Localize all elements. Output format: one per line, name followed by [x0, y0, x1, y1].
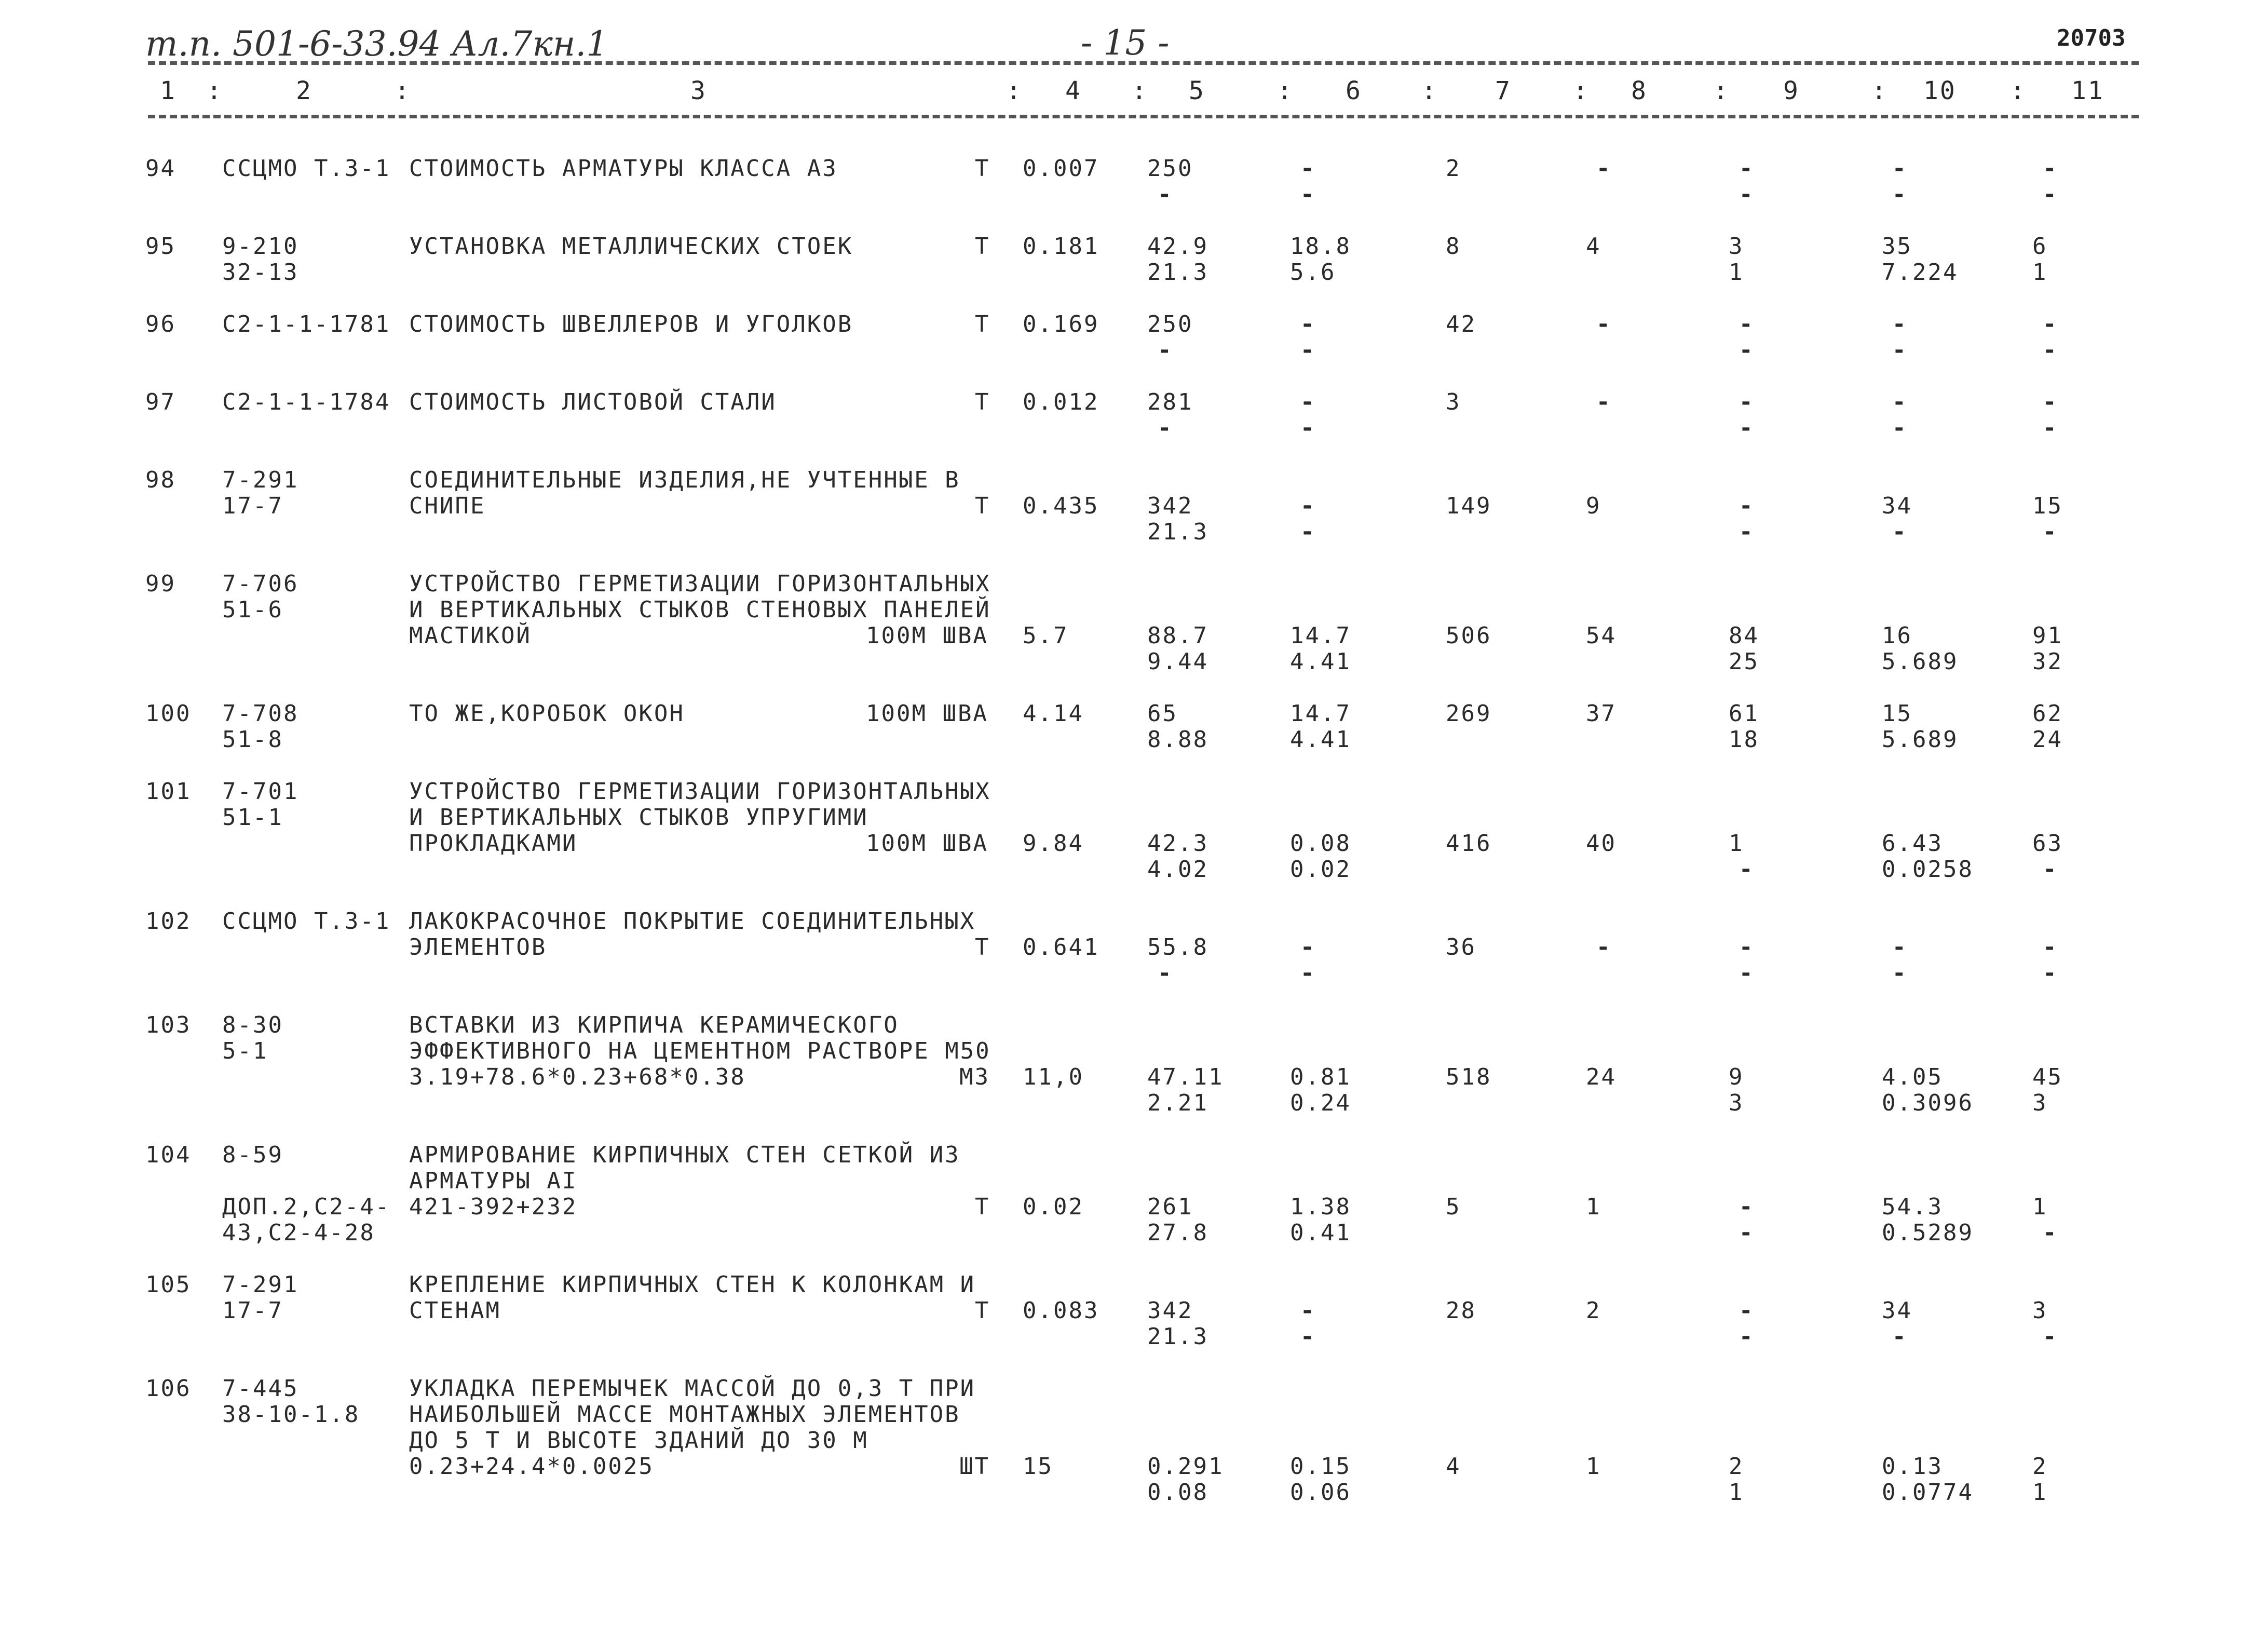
- cost-value-c9: -: [1739, 934, 1755, 960]
- cost-value-c6: -: [1300, 415, 1316, 441]
- quantity: 0.007: [1023, 155, 1099, 182]
- cost-value-c9: 61: [1729, 700, 1759, 727]
- cost-value-c11: -: [2043, 415, 2058, 441]
- cost-value-c6: -: [1300, 934, 1316, 960]
- cost-value-c10: 5.689: [1882, 648, 1959, 675]
- unit-of-measure: Т: [975, 389, 990, 415]
- cost-value-c9: -: [1739, 960, 1755, 986]
- cost-value-c9: 25: [1729, 648, 1759, 675]
- norm-code: С2-1-1-1781: [222, 311, 391, 337]
- cost-value-c9: -: [1739, 181, 1755, 208]
- cost-value-c6: 1.38: [1290, 1194, 1351, 1220]
- unit-of-measure: Т: [975, 493, 990, 519]
- column-separator: :: [2010, 76, 2027, 105]
- cost-value-c11: 15: [2032, 493, 2063, 519]
- cost-value-c9: -: [1739, 519, 1755, 545]
- quantity: 4.14: [1023, 700, 1084, 727]
- cost-value-c11: -: [2043, 1323, 2058, 1350]
- work-description: СТОИМОСТЬ ЛИСТОВОЙ СТАЛИ: [409, 389, 777, 415]
- cost-value-c8: 1: [1586, 1194, 1601, 1220]
- column-separator: :: [1421, 76, 1438, 105]
- norm-code: 32-13: [222, 259, 299, 286]
- cost-value-c10: -: [1892, 415, 1908, 441]
- cost-value-c7: 28: [1446, 1297, 1476, 1324]
- cost-value-c5: 21.3: [1147, 259, 1208, 286]
- quantity: 0.083: [1023, 1297, 1099, 1324]
- cost-value-c5: 342: [1147, 493, 1193, 519]
- column-header-5: 5: [1189, 76, 1205, 105]
- column-separator: :: [1006, 76, 1023, 105]
- cost-value-c5: 2.21: [1147, 1090, 1208, 1116]
- row-number: 100: [145, 700, 192, 727]
- column-header-3: 3: [690, 76, 707, 105]
- work-description: ВСТАВКИ ИЗ КИРПИЧА КЕРАМИЧЕСКОГО: [409, 1012, 899, 1038]
- column-header-10: 10: [1923, 76, 1957, 105]
- unit-of-measure: ШТ: [959, 1453, 990, 1480]
- cost-value-c5: -: [1158, 337, 1173, 363]
- cost-value-c5: 9.44: [1147, 648, 1208, 675]
- cost-value-c7: 518: [1446, 1064, 1492, 1090]
- cost-value-c9: -: [1739, 155, 1755, 182]
- cost-value-c5: 55.8: [1147, 934, 1208, 960]
- row-number: 105: [145, 1271, 192, 1298]
- work-description: ЛАКОКРАСОЧНОЕ ПОКРЫТИЕ СОЕДИНИТЕЛЬНЫХ: [409, 908, 976, 935]
- cost-value-c11: 3: [2032, 1297, 2048, 1324]
- cost-value-c8: 54: [1586, 622, 1617, 649]
- cost-value-c5: -: [1158, 181, 1173, 208]
- work-description: УСТРОЙСТВО ГЕРМЕТИЗАЦИИ ГОРИЗОНТАЛЬНЫХ: [409, 778, 991, 805]
- cost-value-c6: -: [1300, 311, 1316, 337]
- work-description: СТЕНАМ: [409, 1297, 501, 1324]
- cost-value-c5: 42.3: [1147, 830, 1208, 857]
- cost-value-c5: 42.9: [1147, 233, 1208, 260]
- row-number: 102: [145, 908, 192, 935]
- unit-of-measure: Т: [975, 311, 990, 337]
- cost-value-c9: -: [1739, 389, 1755, 415]
- cost-value-c5: 27.8: [1147, 1220, 1208, 1246]
- cost-value-c8: 1: [1586, 1453, 1601, 1480]
- quantity: 9.84: [1023, 830, 1084, 857]
- work-description: АРМИРОВАНИЕ КИРПИЧНЫХ СТЕН СЕТКОЙ ИЗ: [409, 1142, 960, 1168]
- cost-value-c11: 6: [2032, 233, 2048, 260]
- cost-value-c5: 250: [1147, 311, 1193, 337]
- sheet-code: 20703: [2057, 25, 2126, 51]
- cost-value-c5: 8.88: [1147, 726, 1208, 753]
- work-description: ДО 5 Т И ВЫСОТЕ ЗДАНИЙ ДО 30 М: [409, 1427, 868, 1454]
- cost-value-c8: 4: [1586, 233, 1601, 260]
- cost-value-c10: 16: [1882, 622, 1912, 649]
- unit-of-measure: Т: [975, 155, 990, 182]
- unit-of-measure: Т: [975, 233, 990, 260]
- cost-value-c6: 0.15: [1290, 1453, 1351, 1480]
- column-separator: :: [1573, 76, 1590, 105]
- cost-value-c9: -: [1739, 1323, 1755, 1350]
- work-description: ЭФФЕКТИВНОГО НА ЦЕМЕНТНОМ РАСТВОРЕ М50: [409, 1038, 991, 1064]
- cost-value-c9: -: [1739, 415, 1755, 441]
- row-number: 98: [145, 467, 176, 493]
- column-header-7: 7: [1495, 76, 1512, 105]
- work-description: 3.19+78.6*0.23+68*0.38: [409, 1064, 746, 1090]
- cost-value-c6: -: [1300, 519, 1316, 545]
- cost-value-c6: 14.7: [1290, 700, 1351, 727]
- cost-value-c8: -: [1596, 311, 1612, 337]
- cost-value-c10: 15: [1882, 700, 1912, 727]
- cost-value-c6: 4.41: [1290, 648, 1351, 675]
- cost-value-c11: 62: [2032, 700, 2063, 727]
- quantity: 0.181: [1023, 233, 1099, 260]
- cost-value-c6: -: [1300, 1297, 1316, 1324]
- quantity: 0.169: [1023, 311, 1099, 337]
- work-description: 421-392+232: [409, 1194, 578, 1220]
- cost-value-c9: -: [1739, 493, 1755, 519]
- cost-value-c8: 37: [1586, 700, 1617, 727]
- cost-value-c10: 0.3096: [1882, 1090, 1974, 1116]
- norm-code: 7-701: [222, 778, 299, 805]
- cost-value-c5: 0.08: [1147, 1479, 1208, 1506]
- cost-value-c11: 45: [2032, 1064, 2063, 1090]
- cost-value-c6: -: [1300, 155, 1316, 182]
- norm-code: 17-7: [222, 493, 283, 519]
- cost-value-c7: 36: [1446, 934, 1476, 960]
- cost-value-c11: 1: [2032, 1479, 2048, 1506]
- norm-code: 7-706: [222, 571, 299, 597]
- cost-value-c6: 18.8: [1290, 233, 1351, 260]
- cost-value-c11: 1: [2032, 1194, 2048, 1220]
- quantity: 5.7: [1023, 622, 1069, 649]
- unit-of-measure: Т: [975, 934, 990, 960]
- norm-code: ССЦМО Т.3-1: [222, 908, 391, 935]
- norm-code: 9-210: [222, 233, 299, 260]
- cost-value-c9: -: [1739, 337, 1755, 363]
- cost-value-c7: 416: [1446, 830, 1492, 857]
- cost-value-c10: 34: [1882, 1297, 1912, 1324]
- cost-value-c9: 3: [1729, 1090, 1744, 1116]
- column-header-6: 6: [1346, 76, 1362, 105]
- column-separator: :: [1277, 76, 1294, 105]
- cost-value-c5: 47.11: [1147, 1064, 1224, 1090]
- norm-code: 7-291: [222, 467, 299, 493]
- cost-value-c6: -: [1300, 960, 1316, 986]
- work-description: ТО ЖЕ,КОРОБОК ОКОН: [409, 700, 685, 727]
- unit-of-measure: Т: [975, 1297, 990, 1324]
- quantity: 0.012: [1023, 389, 1099, 415]
- work-description: 0.23+24.4*0.0025: [409, 1453, 654, 1480]
- row-number: 103: [145, 1012, 192, 1038]
- cost-value-c5: 281: [1147, 389, 1193, 415]
- cost-value-c11: -: [2043, 960, 2058, 986]
- cost-value-c6: -: [1300, 337, 1316, 363]
- column-separator: :: [1132, 76, 1148, 105]
- column-header-11: 11: [2071, 76, 2104, 105]
- cost-value-c9: 84: [1729, 622, 1759, 649]
- cost-value-c10: -: [1892, 934, 1908, 960]
- header-bottom-rule: [148, 115, 2139, 118]
- work-description: СТОИМОСТЬ ШВЕЛЛЕРОВ И УГОЛКОВ: [409, 311, 853, 337]
- cost-value-c8: 24: [1586, 1064, 1617, 1090]
- norm-code: 43,С2-4-28: [222, 1220, 375, 1246]
- column-header-4: 4: [1065, 76, 1082, 105]
- work-description: И ВЕРТИКАЛЬНЫХ СТЫКОВ СТЕНОВЫХ ПАНЕЛЕЙ: [409, 597, 991, 623]
- row-number: 99: [145, 571, 176, 597]
- norm-code: 38-10-1.8: [222, 1401, 360, 1428]
- row-number: 104: [145, 1142, 192, 1168]
- cost-value-c5: 250: [1147, 155, 1193, 182]
- quantity: 0.641: [1023, 934, 1099, 960]
- cost-value-c6: 0.41: [1290, 1220, 1351, 1246]
- norm-code: 8-59: [222, 1142, 283, 1168]
- column-header-1: 1: [160, 76, 176, 105]
- unit-of-measure: Т: [975, 1194, 990, 1220]
- cost-value-c11: 63: [2032, 830, 2063, 857]
- cost-value-c6: 0.24: [1290, 1090, 1351, 1116]
- cost-value-c11: -: [2043, 856, 2058, 883]
- work-description: ЭЛЕМЕНТОВ: [409, 934, 547, 960]
- cost-value-c5: 88.7: [1147, 622, 1208, 649]
- norm-code: 5-1: [222, 1038, 268, 1064]
- work-description: СТОИМОСТЬ АРМАТУРЫ КЛАССА А3: [409, 155, 838, 182]
- cost-value-c11: 91: [2032, 622, 2063, 649]
- norm-code: 7-291: [222, 1271, 299, 1298]
- page-number: - 15 -: [1081, 23, 1170, 63]
- cost-value-c5: 342: [1147, 1297, 1193, 1324]
- norm-code: ДОП.2,С2-4-: [222, 1194, 391, 1220]
- norm-code: 17-7: [222, 1297, 283, 1324]
- column-header-9: 9: [1783, 76, 1800, 105]
- cost-value-c7: 5: [1446, 1194, 1461, 1220]
- cost-value-c10: -: [1892, 960, 1908, 986]
- quantity: 11,0: [1023, 1064, 1084, 1090]
- cost-value-c10: -: [1892, 311, 1908, 337]
- norm-code: 51-8: [222, 726, 283, 753]
- cost-value-c7: 3: [1446, 389, 1461, 415]
- row-number: 94: [145, 155, 176, 182]
- unit-of-measure: 100М ШВА: [866, 830, 988, 857]
- unit-of-measure: 100М ШВА: [866, 622, 988, 649]
- cost-value-c6: 0.02: [1290, 856, 1351, 883]
- cost-value-c10: -: [1892, 1323, 1908, 1350]
- cost-value-c11: -: [2043, 181, 2058, 208]
- work-description: МАСТИКОЙ: [409, 622, 532, 649]
- cost-value-c5: 65: [1147, 700, 1178, 727]
- cost-value-c8: -: [1596, 934, 1612, 960]
- work-description: И ВЕРТИКАЛЬНЫХ СТЫКОВ УПРУГИМИ: [409, 804, 868, 831]
- cost-value-c10: 34: [1882, 493, 1912, 519]
- cost-value-c7: 269: [1446, 700, 1492, 727]
- cost-value-c6: -: [1300, 1323, 1316, 1350]
- cost-value-c6: -: [1300, 389, 1316, 415]
- cost-value-c8: 9: [1586, 493, 1601, 519]
- norm-code: 51-6: [222, 597, 283, 623]
- cost-value-c10: 0.13: [1882, 1453, 1943, 1480]
- unit-of-measure: М3: [959, 1064, 990, 1090]
- cost-value-c10: -: [1892, 519, 1908, 545]
- cost-value-c5: -: [1158, 415, 1173, 441]
- row-number: 96: [145, 311, 176, 337]
- cost-value-c10: -: [1892, 181, 1908, 208]
- cost-value-c9: -: [1739, 311, 1755, 337]
- cost-value-c7: 506: [1446, 622, 1492, 649]
- cost-value-c10: 7.224: [1882, 259, 1959, 286]
- cost-value-c9: 1: [1729, 1479, 1744, 1506]
- cost-value-c10: -: [1892, 155, 1908, 182]
- row-number: 95: [145, 233, 176, 260]
- cost-value-c10: 6.43: [1882, 830, 1943, 857]
- cost-value-c5: -: [1158, 960, 1173, 986]
- cost-value-c6: -: [1300, 493, 1316, 519]
- cost-value-c7: 2: [1446, 155, 1461, 182]
- cost-value-c5: 21.3: [1147, 1323, 1208, 1350]
- cost-value-c11: -: [2043, 337, 2058, 363]
- cost-value-c6: 0.06: [1290, 1479, 1351, 1506]
- work-description: ПРОКЛАДКАМИ: [409, 830, 578, 857]
- cost-value-c10: 0.0774: [1882, 1479, 1974, 1506]
- cost-value-c7: 42: [1446, 311, 1476, 337]
- column-separator: :: [207, 76, 223, 105]
- cost-value-c9: 18: [1729, 726, 1759, 753]
- norm-code: ССЦМО Т.3-1: [222, 155, 391, 182]
- cost-value-c11: -: [2043, 311, 2058, 337]
- cost-value-c11: 3: [2032, 1090, 2048, 1116]
- cost-value-c7: 8: [1446, 233, 1461, 260]
- cost-value-c7: 4: [1446, 1453, 1461, 1480]
- row-number: 97: [145, 389, 176, 415]
- column-separator: :: [1871, 76, 1888, 105]
- header-top-rule: [148, 61, 2139, 65]
- column-header-8: 8: [1631, 76, 1648, 105]
- cost-value-c8: -: [1596, 389, 1612, 415]
- norm-code: 51-1: [222, 804, 283, 831]
- cost-value-c11: -: [2043, 1220, 2058, 1246]
- cost-value-c7: 149: [1446, 493, 1492, 519]
- cost-value-c9: -: [1739, 1220, 1755, 1246]
- cost-value-c9: 2: [1729, 1453, 1744, 1480]
- cost-value-c8: -: [1596, 155, 1612, 182]
- row-number: 101: [145, 778, 192, 805]
- row-number: 106: [145, 1375, 192, 1402]
- work-description: НАИБОЛЬШЕЙ МАССЕ МОНТАЖНЫХ ЭЛЕМЕНТОВ: [409, 1401, 960, 1428]
- quantity: 0.435: [1023, 493, 1099, 519]
- cost-value-c11: 24: [2032, 726, 2063, 753]
- cost-value-c9: -: [1739, 1297, 1755, 1324]
- cost-value-c8: 2: [1586, 1297, 1601, 1324]
- cost-value-c9: -: [1739, 1194, 1755, 1220]
- cost-value-c10: 5.689: [1882, 726, 1959, 753]
- cost-value-c9: -: [1739, 856, 1755, 883]
- cost-value-c8: 40: [1586, 830, 1617, 857]
- work-description: СНИПЕ: [409, 493, 486, 519]
- column-separator: :: [1713, 76, 1730, 105]
- cost-value-c10: 54.3: [1882, 1194, 1943, 1220]
- cost-value-c6: -: [1300, 181, 1316, 208]
- cost-value-c9: 3: [1729, 233, 1744, 260]
- cost-value-c9: 9: [1729, 1064, 1744, 1090]
- cost-value-c11: 2: [2032, 1453, 2048, 1480]
- norm-code: 7-445: [222, 1375, 299, 1402]
- norm-code: 7-708: [222, 700, 299, 727]
- cost-value-c6: 5.6: [1290, 259, 1336, 286]
- cost-value-c10: 0.0258: [1882, 856, 1974, 883]
- cost-value-c11: -: [2043, 389, 2058, 415]
- cost-value-c10: 35: [1882, 233, 1912, 260]
- norm-code: 8-30: [222, 1012, 283, 1038]
- quantity: 15: [1023, 1453, 1053, 1480]
- cost-value-c5: 261: [1147, 1194, 1193, 1220]
- cost-value-c5: 0.291: [1147, 1453, 1224, 1480]
- document-reference: т.п. 501-6-33.94 Ал.7кн.1: [145, 24, 608, 64]
- cost-value-c10: 0.5289: [1882, 1220, 1974, 1246]
- cost-value-c11: -: [2043, 934, 2058, 960]
- cost-value-c5: 4.02: [1147, 856, 1208, 883]
- cost-value-c10: -: [1892, 389, 1908, 415]
- cost-value-c9: 1: [1729, 259, 1744, 286]
- cost-value-c6: 4.41: [1290, 726, 1351, 753]
- cost-value-c11: 32: [2032, 648, 2063, 675]
- work-description: КРЕПЛЕНИЕ КИРПИЧНЫХ СТЕН К КОЛОНКАМ И: [409, 1271, 976, 1298]
- unit-of-measure: 100М ШВА: [866, 700, 988, 727]
- column-header-2: 2: [296, 76, 313, 105]
- cost-value-c5: 21.3: [1147, 519, 1208, 545]
- quantity: 0.02: [1023, 1194, 1084, 1220]
- column-separator: :: [395, 76, 411, 105]
- cost-value-c11: -: [2043, 519, 2058, 545]
- work-description: УСТАНОВКА МЕТАЛЛИЧЕСКИХ СТОЕК: [409, 233, 853, 260]
- cost-value-c10: 4.05: [1882, 1064, 1943, 1090]
- work-description: АРМАТУРЫ АI: [409, 1168, 578, 1194]
- norm-code: С2-1-1-1784: [222, 389, 391, 415]
- cost-value-c9: 1: [1729, 830, 1744, 857]
- cost-value-c11: 1: [2032, 259, 2048, 286]
- work-description: УСТРОЙСТВО ГЕРМЕТИЗАЦИИ ГОРИЗОНТАЛЬНЫХ: [409, 571, 991, 597]
- work-description: УКЛАДКА ПЕРЕМЫЧЕК МАССОЙ ДО 0,3 Т ПРИ: [409, 1375, 976, 1402]
- cost-value-c11: -: [2043, 155, 2058, 182]
- cost-value-c10: -: [1892, 337, 1908, 363]
- cost-value-c6: 0.08: [1290, 830, 1351, 857]
- cost-value-c6: 14.7: [1290, 622, 1351, 649]
- work-description: СОЕДИНИТЕЛЬНЫЕ ИЗДЕЛИЯ,НЕ УЧТЕННЫЕ В: [409, 467, 960, 493]
- cost-value-c6: 0.81: [1290, 1064, 1351, 1090]
